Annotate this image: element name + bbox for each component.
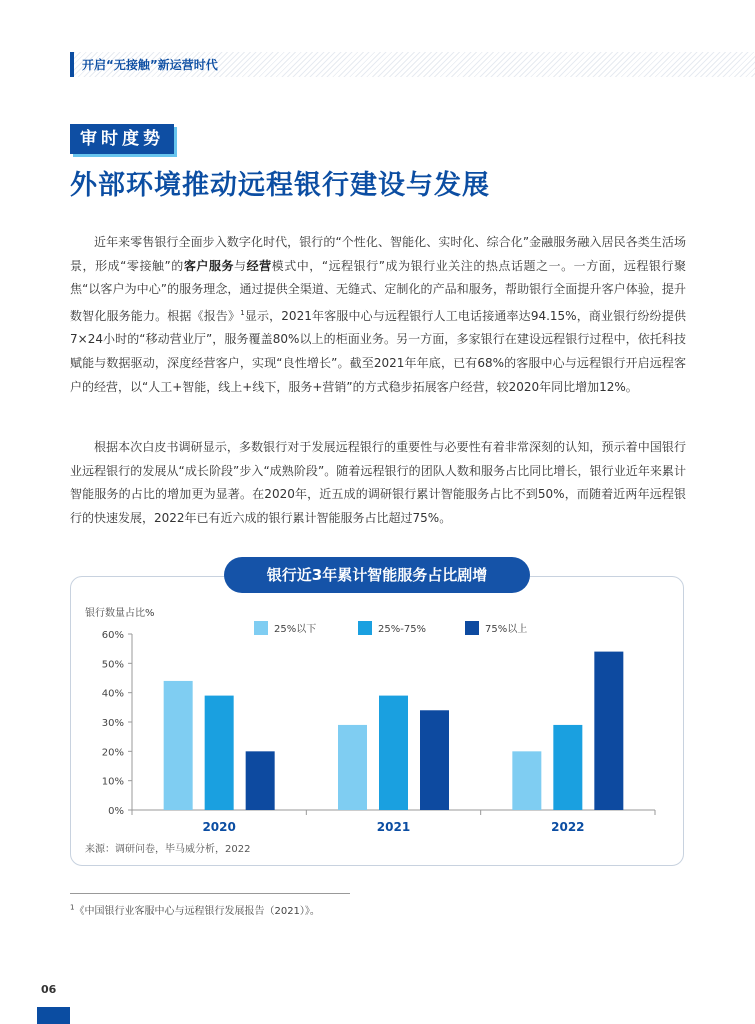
x-tick-label: 2021 bbox=[376, 820, 411, 834]
x-tick-label: 2020 bbox=[202, 820, 236, 834]
section-tag: 审时度势 bbox=[70, 124, 174, 154]
y-tick-label: 40% bbox=[101, 688, 124, 700]
x-tick-label: 2022 bbox=[551, 820, 585, 834]
chart-container bbox=[70, 576, 684, 866]
legend-label: 25%-75% bbox=[378, 624, 427, 635]
paragraph-2: 根据本次白皮书调研显示，多数银行对于发展远程银行的重要性与必要性有着非常深刻的认知，预示着中国银行业远程银行的发展从“成长阶段”步入“成熟阶段”。随着远程银行的团队人数和服务占比同比增长，银行业近年来累计智能服务的占比的增加更为显著。在2020年，近五成的调研银行累计智能服务占比不到50%，而随着近两年远程银行的快速发展，2022年已有近六成的银行累计智能服务占比超过75%。 bbox=[70, 440, 686, 525]
chart-title: 银行近3年累计智能服务占比剧增 bbox=[224, 557, 530, 593]
legend-label: 25%以下 bbox=[274, 624, 317, 635]
paragraph-1: 近年来零售银行全面步入数字化时代，银行的“个性化、智能化、实时化、综合化”金融服务融入居民各类生活场景，形成“零接触”的客户服务与经营模式中，“远程银行”成为银行业关注的热点话题之一。一方面，远程银行聚焦“以客户为中心”的服务理念，通过提供全渠道、无缝式、定制化的产品和服务，帮助银行全面提升客户体验，提升数智化服务能力。根据《报告》$^1$显示，2021年客服中心与远程银行人工电话接通率达94.15%，商业银行纷纷提供7×24小时的“移动营业厅”，服务覆盖80%以上的柜面业务。另一方面，多家银行在建设远程银行过程中，依托科技赋能与数据驱动，深度经营客户，实现“良性增长”。截至2021年年底，已有68%的客服中心与远程银行开启远程客户的经营，以“人工+智能，线上+线下，服务+营销”的方式稳步拓展客户经营，较2020年同比增加12%。 bbox=[70, 235, 686, 394]
page-number-block bbox=[37, 1007, 70, 1024]
page-number: 06 bbox=[41, 983, 57, 996]
legend-label: 75%以上 bbox=[485, 624, 528, 635]
page-title: 外部环境推动远程银行建设与发展 bbox=[70, 170, 490, 201]
header-accent bbox=[70, 52, 74, 77]
y-tick-label: 20% bbox=[101, 747, 124, 759]
y-tick-label: 60% bbox=[101, 630, 124, 641]
footnote-divider bbox=[70, 893, 350, 894]
header-title: 开启“无接触”新运营时代 bbox=[82, 58, 218, 72]
y-tick-label: 0% bbox=[108, 806, 124, 817]
y-tick-label: 30% bbox=[101, 718, 124, 729]
chart-source: 来源：调研问卷，毕马威分析，2022 bbox=[85, 844, 251, 855]
y-tick-label: 10% bbox=[101, 776, 124, 788]
footnote: $^1$《中国银行业客服中心与远程银行发展报告（2021）》。 bbox=[70, 903, 320, 917]
y-axis-label: 银行数量占比% bbox=[85, 608, 155, 619]
y-tick-label: 50% bbox=[101, 659, 124, 671]
